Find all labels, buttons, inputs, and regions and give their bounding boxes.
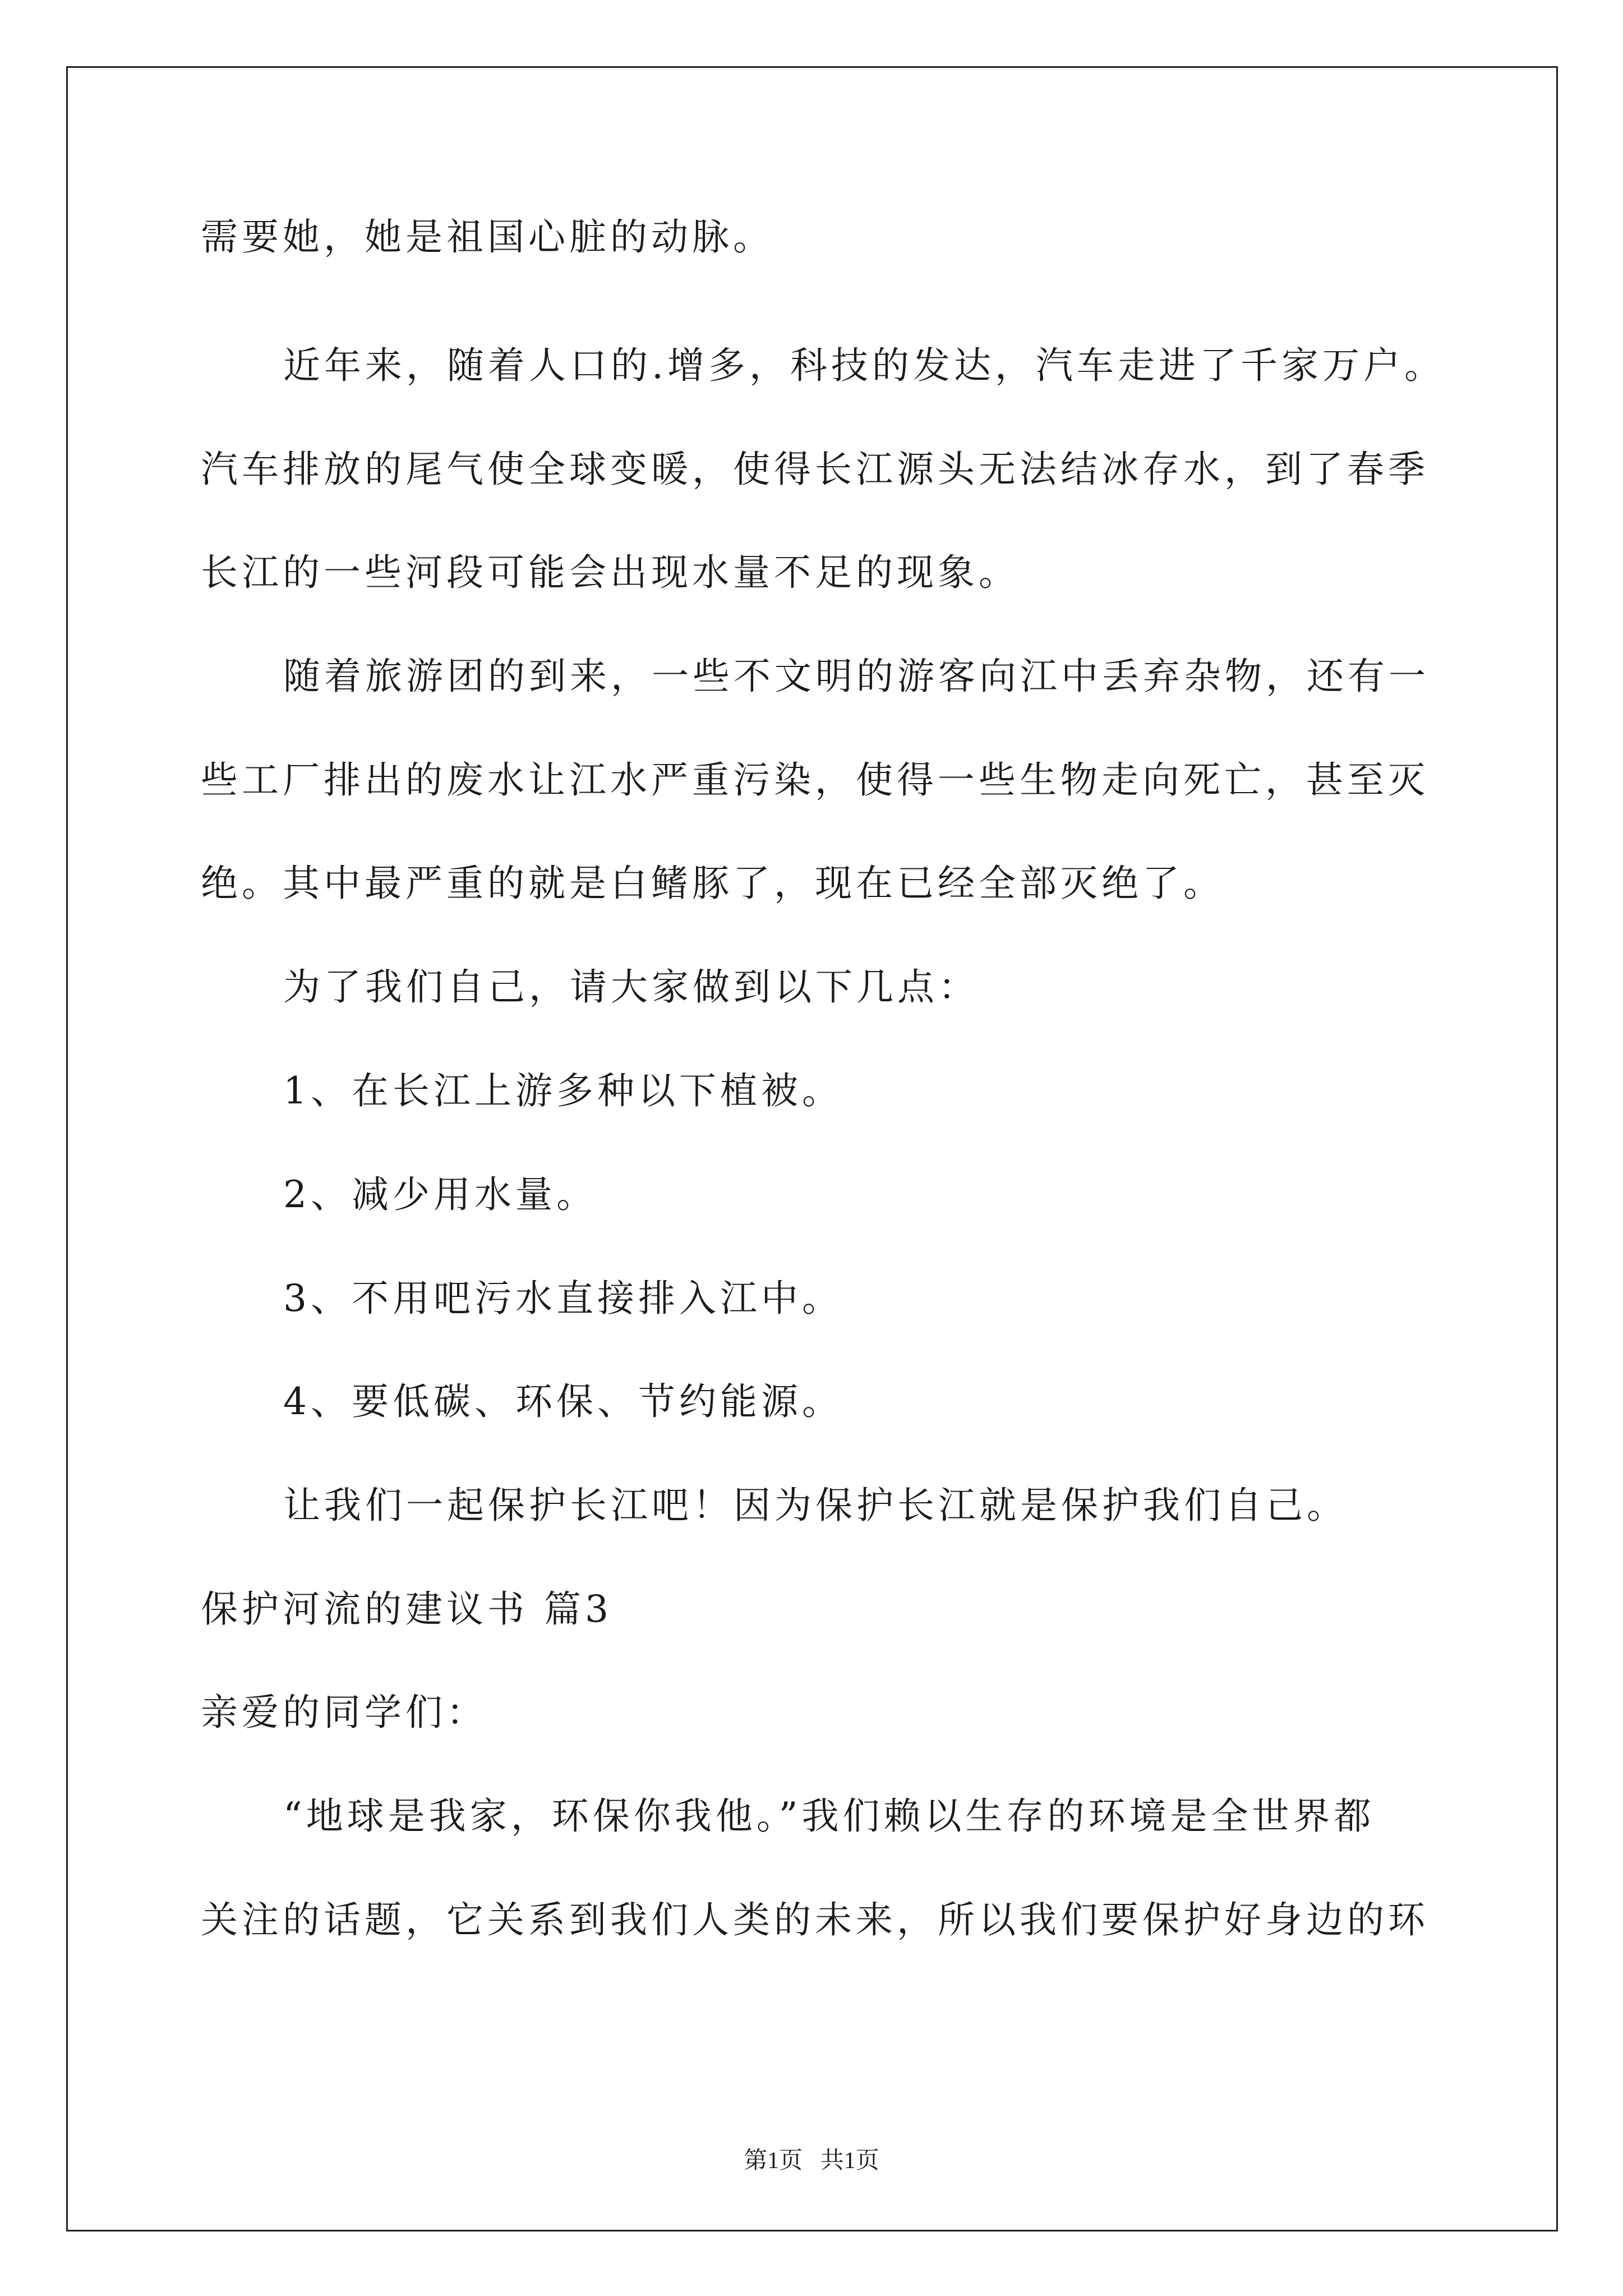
list-item: 1、在长江上游多种以下植被。 xyxy=(283,1069,843,1112)
paragraph-line: 长江的一些河段可能会出现水量不足的现象。 xyxy=(201,551,1020,594)
paragraph-line: 关注的话题，它关系到我们人类的未来，所以我们要保护好身边的环 xyxy=(201,1898,1429,1941)
paragraph-line: 为了我们自己，请大家做到以下几点： xyxy=(283,965,979,1009)
paragraph-line: 绝。其中最严重的就是白鳍豚了，现在已经全部灭绝了。 xyxy=(201,862,1224,905)
paragraph-line: 随着旅游团的到来，一些不文明的游客向江中丢弃杂物，还有一 xyxy=(283,655,1430,698)
section-heading: 保护河流的建议书 篇3 xyxy=(201,1588,612,1631)
list-item: 3、不用吧污水直接排入江中。 xyxy=(283,1277,843,1320)
salutation: 亲爱的同学们： xyxy=(201,1691,487,1734)
page-footer: 第1页 共1页 xyxy=(744,2148,879,2174)
list-item: 4、要低碳、环保、节约能源。 xyxy=(283,1380,843,1423)
paragraph-line: 近年来，随着人口的.增多，科技的发达，汽车走进了千家万户。 xyxy=(283,344,1445,387)
paragraph-line: 让我们一起保护长江吧！因为保护长江就是保护我们自己。 xyxy=(283,1484,1348,1527)
paragraph-line: “地球是我家，环保你我他。”我们赖以生存的环境是全世界都 xyxy=(283,1795,1375,1838)
paragraph-line: 需要她，她是祖国心脏的动脉。 xyxy=(201,215,774,259)
list-item: 2、减少用水量。 xyxy=(283,1173,597,1216)
paragraph-line: 汽车排放的尾气使全球变暖，使得长江源头无法结冰存水，到了春季 xyxy=(201,448,1429,491)
paragraph-line: 些工厂排出的废水让江水严重污染，使得一些生物走向死亡，甚至灭 xyxy=(201,758,1429,802)
